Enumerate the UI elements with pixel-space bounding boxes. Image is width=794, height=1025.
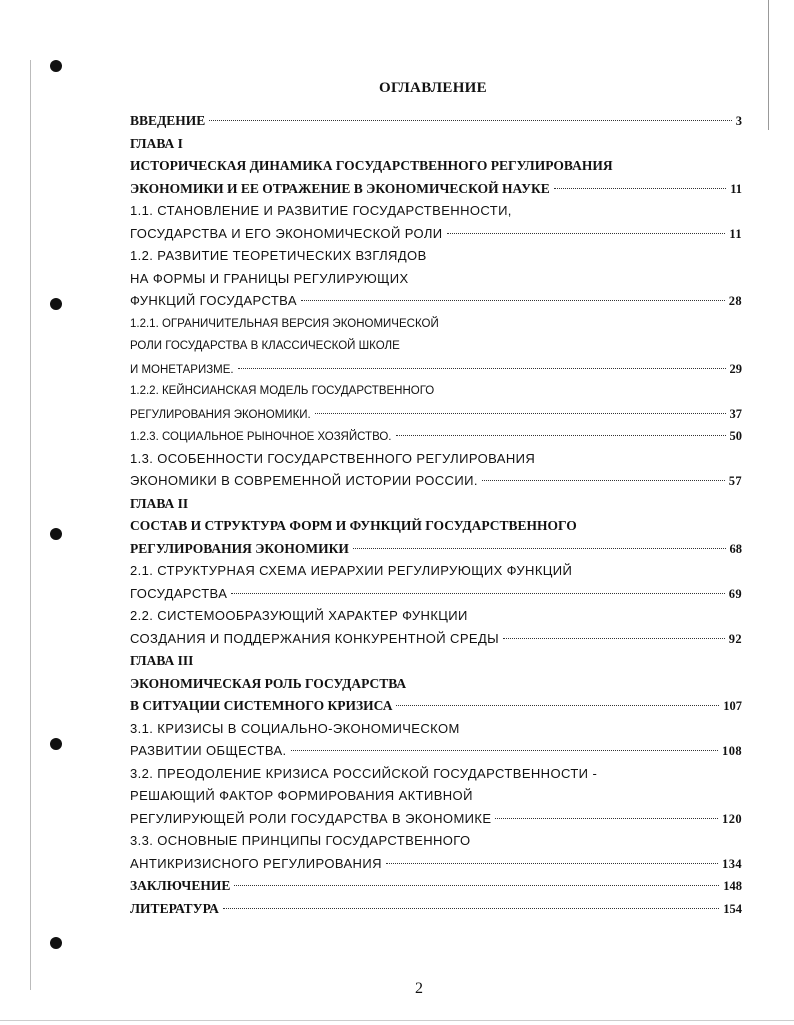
toc-entry-page: 108 bbox=[722, 744, 742, 758]
dot-leader bbox=[386, 863, 718, 864]
toc-entry-title: ИСТОРИЧЕСКАЯ ДИНАМИКА ГОСУДАРСТВЕННОГО РЕГУЛИРОВАНИЯ bbox=[130, 158, 613, 173]
toc-entry-title: 1.3. ОСОБЕННОСТИ ГОСУДАРСТВЕННОГО РЕГУЛИРОВАНИЯ bbox=[130, 450, 536, 466]
toc-entry bbox=[130, 110, 742, 133]
toc-entry bbox=[130, 740, 742, 763]
dot-leader bbox=[554, 188, 726, 189]
toc-entry bbox=[130, 313, 742, 336]
toc-entry bbox=[130, 200, 742, 223]
toc-entry-title: РОЛИ ГОСУДАРСТВА В КЛАССИЧЕСКОЙ ШКОЛЕ bbox=[130, 340, 400, 352]
toc-entry bbox=[130, 223, 742, 246]
toc-entry-title: НА ФОРМЫ И ГРАНИЦЫ РЕГУЛИРУЮЩИХ bbox=[130, 270, 409, 286]
toc-entry bbox=[130, 358, 742, 381]
binder-hole-mark bbox=[50, 937, 62, 949]
dot-leader bbox=[209, 120, 731, 121]
toc-entry-title: ЭКОНОМИЧЕСКАЯ РОЛЬ ГОСУДАРСТВА bbox=[130, 675, 407, 691]
toc-entry-title: ГОСУДАРСТВА И ЕГО ЭКОНОМИЧЕСКОЙ РОЛИ bbox=[130, 225, 443, 241]
toc-entry bbox=[130, 763, 742, 786]
page-edge-right bbox=[768, 0, 769, 130]
dot-leader bbox=[231, 593, 724, 594]
toc-entry-title: 1.2. РАЗВИТИЕ ТЕОРЕТИЧЕСКИХ ВЗГЛЯДОВ bbox=[130, 248, 427, 263]
page-number: 2 bbox=[415, 980, 423, 997]
toc-entry-title: ЭКОНОМИКИ В СОВРЕМЕННОЙ ИСТОРИИ РОССИИ. bbox=[130, 473, 478, 488]
binder-hole-mark bbox=[50, 60, 62, 72]
dot-leader bbox=[482, 480, 725, 481]
toc-entry-page: 11 bbox=[730, 181, 742, 196]
toc-entry-title: РАЗВИТИИ ОБЩЕСТВА. bbox=[130, 743, 287, 758]
toc-entry-title: ГЛАВА II bbox=[130, 495, 189, 511]
toc-entry bbox=[130, 718, 742, 741]
toc-entry-title: ГЛАВА III bbox=[130, 653, 194, 668]
toc-entry bbox=[130, 808, 742, 831]
toc-entry-title: 1.2.1. ОГРАНИЧИТЕЛЬНАЯ ВЕРСИЯ ЭКОНОМИЧЕСКОЙ bbox=[130, 317, 439, 330]
toc-entry bbox=[130, 898, 742, 921]
dot-leader bbox=[223, 908, 719, 909]
toc-entry-title: ВВЕДЕНИЕ bbox=[130, 113, 206, 128]
binder-hole-mark bbox=[50, 738, 62, 750]
dot-leader bbox=[495, 818, 718, 819]
toc-entry bbox=[130, 470, 742, 493]
toc-entry-title: 3.3. ОСНОВНЫЕ ПРИНЦИПЫ ГОСУДАРСТВЕННОГО bbox=[130, 833, 471, 848]
toc-entry-title: СОСТАВ И СТРУКТУРА ФОРМ И ФУНКЦИЙ ГОСУДАРСТВЕННОГО bbox=[130, 518, 577, 533]
toc-entry-title: РЕГУЛИРОВАНИЯ ЭКОНОМИКИ. bbox=[130, 408, 311, 421]
toc-entry-page: 57 bbox=[728, 474, 742, 488]
binder-hole-mark bbox=[50, 528, 62, 540]
toc-entry bbox=[130, 695, 742, 718]
toc-entry-page: 148 bbox=[723, 879, 742, 893]
dot-leader bbox=[503, 638, 725, 639]
toc-entry bbox=[130, 650, 742, 673]
toc-entry-title: СОЗДАНИЯ И ПОДДЕРЖАНИЯ КОНКУРЕНТНОЙ СРЕДЫ bbox=[130, 630, 500, 646]
toc-entry-title: 1.2.3. СОЦИАЛЬНОЕ РЫНОЧНОЕ ХОЗЯЙСТВО. bbox=[130, 431, 392, 443]
toc-entry-page: 28 bbox=[728, 294, 742, 308]
toc-entry bbox=[130, 425, 742, 448]
toc-entry bbox=[130, 335, 742, 358]
toc-entry-page: 92 bbox=[728, 631, 742, 646]
toc-entry-page: 37 bbox=[729, 406, 742, 421]
toc-entry bbox=[130, 628, 742, 651]
toc-entry-title: 1.1. СТАНОВЛЕНИЕ И РАЗВИТИЕ ГОСУДАРСТВЕННОСТИ, bbox=[130, 203, 512, 218]
toc-entry bbox=[130, 380, 742, 403]
toc-entry-title: ЭКОНОМИКИ И ЕЕ ОТРАЖЕНИЕ В ЭКОНОМИЧЕСКОЙ НАУКЕ bbox=[130, 180, 550, 196]
toc-entry bbox=[130, 403, 742, 426]
dot-leader bbox=[301, 300, 725, 301]
toc-entry-title: 1.2.2. КЕЙНСИАНСКАЯ МОДЕЛЬ ГОСУДАРСТВЕННОГО bbox=[130, 385, 435, 397]
page-title: ОГЛАВЛЕНИЕ bbox=[379, 80, 487, 96]
toc-entry-title: ЛИТЕРАТУРА bbox=[130, 900, 219, 916]
toc-entry bbox=[130, 155, 742, 178]
toc-entry-page: 50 bbox=[729, 429, 742, 443]
toc-entry-title: 3.1. КРИЗИСЫ В СОЦИАЛЬНО-ЭКОНОМИЧЕСКОМ bbox=[130, 720, 460, 736]
dot-leader bbox=[353, 548, 726, 549]
toc-entry bbox=[130, 448, 742, 471]
toc-entry bbox=[130, 515, 742, 538]
dot-leader bbox=[396, 705, 719, 706]
toc-entry-page: 134 bbox=[722, 856, 742, 871]
toc-entry-title: ФУНКЦИЙ ГОСУДАРСТВА bbox=[130, 293, 297, 308]
binder-hole-mark bbox=[50, 298, 62, 310]
toc-entry-page: 120 bbox=[722, 811, 742, 826]
toc-entry-title: АНТИКРИЗИСНОГО РЕГУЛИРОВАНИЯ bbox=[130, 855, 382, 871]
toc-entry bbox=[130, 605, 742, 628]
toc-entry bbox=[130, 133, 742, 156]
dot-leader bbox=[291, 750, 718, 751]
toc-entry-page: 29 bbox=[729, 361, 742, 376]
toc-entry bbox=[130, 560, 742, 583]
toc-entry bbox=[130, 538, 742, 561]
toc-entry bbox=[130, 673, 742, 696]
toc-entry bbox=[130, 785, 742, 808]
toc-entry-title: 2.1. СТРУКТУРНАЯ СХЕМА ИЕРАРХИИ РЕГУЛИРУЮЩИХ ФУНКЦИЙ bbox=[130, 563, 573, 578]
toc-entry bbox=[130, 178, 742, 201]
toc-entry-page: 154 bbox=[723, 901, 742, 916]
table-of-contents bbox=[130, 110, 742, 920]
dot-leader bbox=[447, 233, 726, 234]
toc-entry bbox=[130, 493, 742, 516]
toc-entry-page: 11 bbox=[729, 226, 742, 241]
dot-leader bbox=[234, 885, 719, 886]
toc-entry-title: В СИТУАЦИИ СИСТЕМНОГО КРИЗИСА bbox=[130, 698, 393, 713]
toc-entry-title: РЕГУЛИРОВАНИЯ ЭКОНОМИКИ bbox=[130, 540, 349, 556]
toc-entry-title: ГЛАВА I bbox=[130, 135, 183, 151]
dot-leader bbox=[315, 413, 726, 414]
toc-entry-title: ЗАКЛЮЧЕНИЕ bbox=[130, 878, 231, 893]
toc-entry-page: 68 bbox=[729, 541, 742, 556]
toc-entry-page: 107 bbox=[723, 699, 742, 713]
toc-entry-page: 69 bbox=[728, 586, 742, 601]
toc-entry bbox=[130, 245, 742, 268]
toc-entry-title: 3.2. ПРЕОДОЛЕНИЕ КРИЗИСА РОССИЙСКОЙ ГОСУДАРСТВЕННОСТИ - bbox=[130, 765, 598, 781]
toc-entry-title: 2.2. СИСТЕМООБРАЗУЮЩИЙ ХАРАКТЕР ФУНКЦИИ bbox=[130, 608, 468, 623]
dot-leader bbox=[396, 435, 726, 436]
toc-entry bbox=[130, 583, 742, 606]
toc-entry bbox=[130, 290, 742, 313]
toc-entry-title: РЕГУЛИРУЮЩЕЙ РОЛИ ГОСУДАРСТВА В ЭКОНОМИКЕ bbox=[130, 810, 492, 826]
toc-entry-title: И МОНЕТАРИЗМЕ. bbox=[130, 363, 234, 376]
dot-leader bbox=[238, 368, 726, 369]
toc-entry-title: ГОСУДАРСТВА bbox=[130, 585, 228, 601]
toc-entry-title: РЕШАЮЩИЙ ФАКТОР ФОРМИРОВАНИЯ АКТИВНОЙ bbox=[130, 788, 473, 803]
toc-entry-page: 3 bbox=[735, 114, 742, 128]
toc-entry bbox=[130, 853, 742, 876]
toc-entry bbox=[130, 875, 742, 898]
toc-entry bbox=[130, 268, 742, 291]
page-edge-left bbox=[30, 60, 31, 990]
page-edge-bottom bbox=[0, 1020, 794, 1021]
toc-entry bbox=[130, 830, 742, 853]
